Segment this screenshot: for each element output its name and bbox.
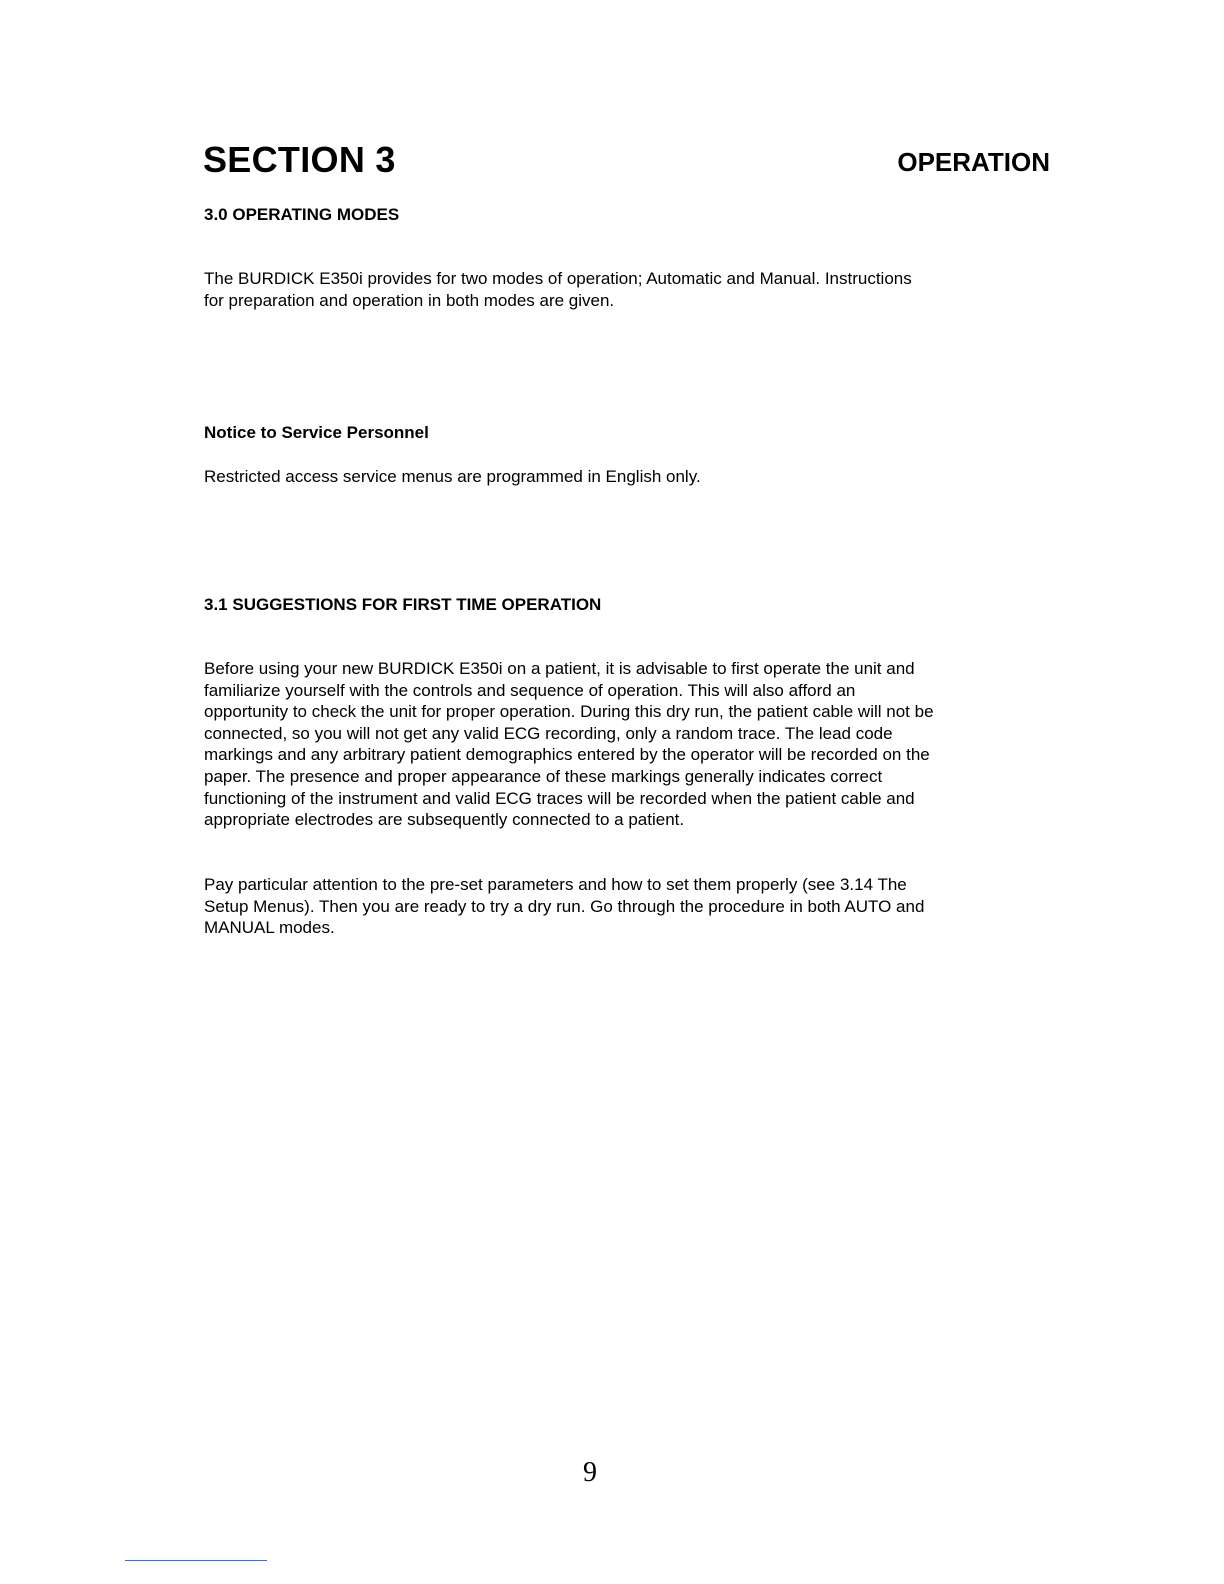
first-time-operation-heading: 3.1 SUGGESTIONS FOR FIRST TIME OPERATION (204, 595, 602, 614)
section-name: OPERATION (897, 147, 1050, 177)
paragraph-line: appropriate electrodes are subsequently connected to a patient. (204, 810, 685, 830)
paragraph-line: for preparation and operation in both modes are given. (204, 290, 615, 310)
paragraph-line: opportunity to check the unit for proper operation. During this dry run, the patient cable will not be (204, 702, 934, 722)
paragraph-line: functioning of the instrument and valid ECG traces will be recorded when the patient cable and (204, 788, 915, 808)
notice-text: Restricted access service menus are programmed in English only. (204, 467, 701, 486)
footer-rule (125, 1560, 267, 1561)
paragraph-line: connected, so you will not get any valid ECG recording, only a random trace. The lead code (204, 723, 893, 743)
page-number: 9 (583, 1457, 597, 1488)
notice-heading: Notice to Service Personnel (204, 423, 429, 442)
section-title: SECTION 3 (203, 139, 396, 180)
paragraph-line: MANUAL modes. (204, 918, 335, 938)
paragraph-line: markings and any arbitrary patient demographics entered by the operator will be recorded on the (204, 745, 930, 765)
paragraph-line: paper. The presence and proper appearance of these markings generally indicates correct (204, 766, 883, 786)
operating-modes-heading: 3.0 OPERATING MODES (204, 205, 400, 224)
paragraph-line: Pay particular attention to the pre-set parameters and how to set them properly (see 3.14 The (204, 875, 907, 894)
paragraph-line: Before using your new BURDICK E350i on a patient, it is advisable to first operate the unit and (204, 659, 915, 678)
first-time-operation-paragraph-2 (204, 874, 1064, 939)
paragraph-line: familiarize yourself with the controls and sequence of operation. This will also afford an (204, 680, 856, 700)
paragraph-line: The BURDICK E350i provides for two modes of operation; Automatic and Manual. Instructions (204, 269, 912, 288)
operating-modes-paragraph (204, 268, 1064, 311)
paragraph-line: Setup Menus). Then you are ready to try a dry run. Go through the procedure in both AUTO and (204, 896, 925, 916)
first-time-operation-paragraph-1 (204, 658, 1070, 831)
